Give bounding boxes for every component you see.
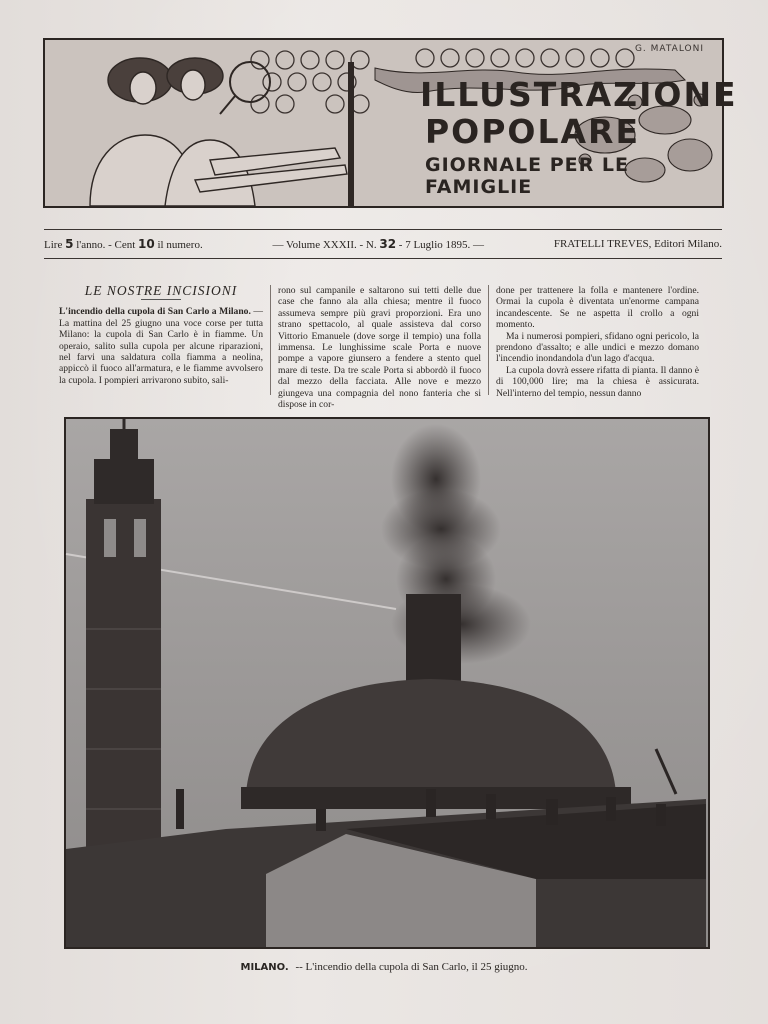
article-columns — [52, 283, 738, 411]
title-line-2: POPOLARE — [425, 112, 640, 151]
article-column-1 — [52, 285, 270, 395]
masthead-subtitle: GIORNALE PER LE FAMIGLIE — [425, 154, 629, 198]
article-body: Ma i numerosi pompieri, sfidano ogni pericolo, la prendono d'assalto; e alle undici e mezzo domano l'incendio inondandola d'un lago d'acqua. — [496, 330, 699, 365]
article-column-2 — [270, 285, 488, 411]
article-headline: L'incendio della cupola di San Carlo a Milano. — [59, 306, 251, 318]
price-info: Lire 5 l'anno. - Cent 10 il numero. — [44, 237, 203, 251]
article-body: La cupola dovrà essere rifatta di pianta. Il danno è di 100,000 lire; ma la chiesa è assicurata. Nell'interno del tempio, nessun danno — [496, 364, 699, 399]
bottom-rule — [44, 258, 722, 259]
caption-place: MILANO. — [240, 962, 289, 973]
issue-date: - 7 Luglio 1895. — — [398, 239, 485, 251]
section-heading: LE NOSTRE INCISIONI — [84, 283, 238, 298]
publisher: FRATELLI TREVES, Editori Milano. — [553, 238, 722, 250]
caption-text: -- L'incendio della cupola di San Carlo, il 25 giugno. — [295, 961, 528, 973]
photo-caption — [0, 961, 768, 973]
artist-signature: G. MATALONI — [634, 44, 704, 54]
fire-photograph — [64, 417, 710, 949]
masthead-title — [385, 75, 738, 198]
issue-number: 32 — [379, 237, 397, 251]
top-rule — [44, 229, 722, 230]
article-body: rono sul campanile e saltarono sui tetti delle due case che fanno ala alla chiesa; mentre il fuoco assumeva sempre più gravi proporzioni. Era uno strano spettacolo, al quale assisteva dal corso Vittorio Emanuele (dove sorge il tempio) una folla immensa. Le lunghissime scale Porta e nuove pompe a vapore giunsero a fendere a stento quel mare di teste. Da tre scale Porta si abbordò il fuoco dal mezzo della facciata. Alle nove e mezzo giungeva una compagnia del nono fanteria che si dispose in cor- — [278, 285, 481, 411]
title-line-1: ILLUSTRAZIONE — [420, 75, 738, 114]
article-column-3 — [488, 285, 706, 399]
photo-illustration — [66, 419, 708, 947]
info-bar — [44, 233, 722, 255]
masthead — [43, 38, 738, 208]
volume-info: — Volume XXXII. - N. 32 - 7 Luglio 1895. — — [272, 237, 485, 251]
heading-divider — [141, 299, 181, 300]
article-body: — La mattina del 25 giugno una voce corse per tutta Milano: la cupola di San Carlo è in fiamme. Un operaio, salito sulla cupola per alcune riparazioni, nel farvi una saldatura colla fiamma a neolina, appiccò il fuoco all'armatura, e le fiamme avvolsero la cupola. I pompieri arrivarono subito, sali- — [59, 306, 263, 386]
article-body: done per trattenere la folla e mantenere l'ordine. Ormai la cupola è diventata un'enorme campana incandescente. Se ne aspetta il crollo a ogni momento. — [496, 285, 699, 331]
